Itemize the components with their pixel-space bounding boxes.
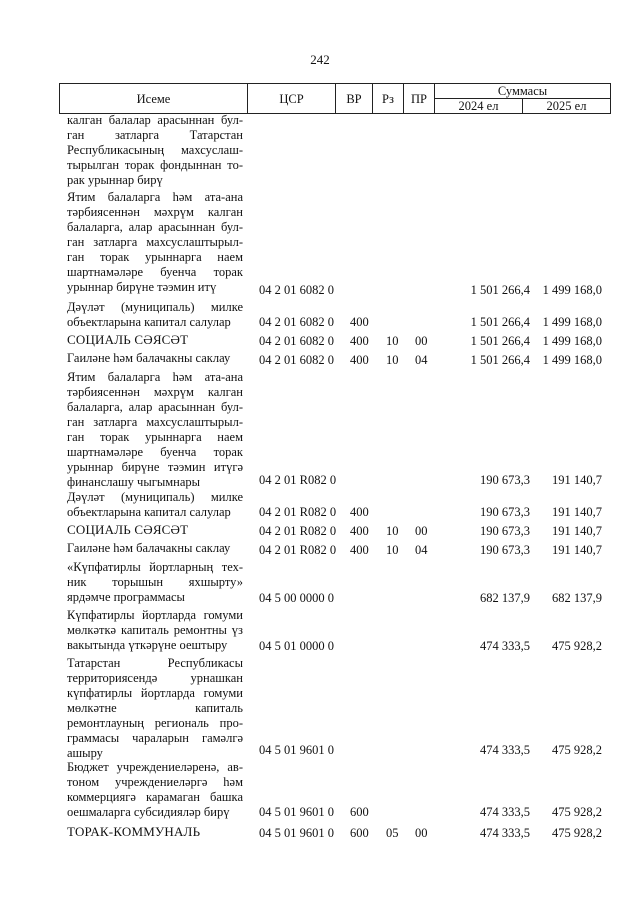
row-2024: 474 333,5: [480, 639, 530, 653]
row-2025: 191 140,7: [552, 543, 602, 557]
table-header: [59, 83, 611, 114]
row-vr: 400: [350, 334, 369, 348]
table-row: [0, 298, 640, 330]
row-name: калган балалар арасыннан булган затларга Татарстан Республикасының махсуслаштырылган торак фондыннан торак урыннар бирү: [67, 113, 243, 187]
row-csr: 04 5 00 0000 0: [259, 591, 334, 605]
row-2024: 1 501 266,4: [470, 315, 530, 329]
row-2025: 191 140,7: [552, 473, 602, 487]
row-csr: 04 2 01 6082 0: [259, 334, 334, 348]
row-2024: 474 333,5: [480, 743, 530, 757]
row-csr: 04 2 01 R082 0: [259, 524, 337, 538]
row-rz: 10: [386, 334, 399, 348]
row-csr: 04 5 01 9601 0: [259, 743, 334, 757]
row-name: «Күпфатирлы йортларның техник торышын яхшырту» ярдәмче программасы: [67, 560, 243, 604]
row-csr: 04 2 01 R082 0: [259, 543, 337, 557]
row-2025: 1 499 168,0: [542, 334, 602, 348]
row-2025: 1 499 168,0: [542, 283, 602, 297]
row-2024: 190 673,3: [480, 473, 530, 487]
row-vr: 400: [350, 315, 369, 329]
row-csr: 04 5 01 9601 0: [259, 805, 334, 819]
row-csr: 04 5 01 9601 0: [259, 826, 334, 840]
table-row: [0, 520, 640, 539]
row-2024: 474 333,5: [480, 826, 530, 840]
row-name: Дәүләт (муниципаль) милке объектларына капитал салулар: [67, 300, 243, 329]
row-vr: 600: [350, 826, 369, 840]
header-pr: ПР: [404, 84, 435, 114]
table-row: [0, 188, 640, 298]
table-row: [0, 654, 640, 758]
row-csr: 04 5 01 0000 0: [259, 639, 334, 653]
row-vr: 400: [350, 543, 369, 557]
row-name: СОЦИАЛЬ СӘЯСӘТ: [67, 332, 189, 347]
row-vr: 400: [350, 505, 369, 519]
row-pr: 00: [415, 826, 428, 840]
row-2024: 474 333,5: [480, 805, 530, 819]
row-csr: 04 2 01 6082 0: [259, 315, 334, 329]
table-row: [0, 330, 640, 349]
table-row: [0, 606, 640, 654]
row-2025: 475 928,2: [552, 826, 602, 840]
row-2024: 190 673,3: [480, 505, 530, 519]
header-vr: ВР: [336, 84, 373, 114]
row-2025: 191 140,7: [552, 505, 602, 519]
header-sums: Суммасы: [435, 84, 611, 99]
header-year-2024: 2024 ел: [435, 99, 523, 114]
header-csr: ЦСР: [248, 84, 336, 114]
row-2024: 1 501 266,4: [470, 334, 530, 348]
row-csr: 04 2 01 6082 0: [259, 353, 334, 367]
table-row: [0, 820, 640, 841]
header-year-2025: 2025 ел: [523, 99, 611, 114]
row-name: ТОРАК-КОММУНАЛЬ: [67, 824, 201, 839]
header-rz: Рз: [373, 84, 404, 114]
row-name: СОЦИАЛЬ СӘЯСӘТ: [67, 522, 189, 537]
table-row: [0, 349, 640, 368]
row-2024: 1 501 266,4: [470, 283, 530, 297]
row-name: Ятим балаларга һәм ата-ана тәрбиясеннән мәхрүм калган балаларга, алар арасыннан булган затларга махсуслаштырылган торак урыннарга наем шартнамәләре буенча торак урыннар бирүне тәэмин итүгә финанслашу чыгымнары: [67, 370, 243, 489]
row-pr: 00: [415, 524, 428, 538]
row-2024: 190 673,3: [480, 543, 530, 557]
row-vr: 400: [350, 524, 369, 538]
row-2024: 682 137,9: [480, 591, 530, 605]
row-2025: 475 928,2: [552, 639, 602, 653]
page-number: 242: [310, 52, 330, 67]
row-vr: 400: [350, 353, 369, 367]
row-pr: 04: [415, 353, 428, 367]
table-row: [0, 539, 640, 558]
row-name: Бюджет учреждениеләренә, автоном учреждениеләргә һәм коммерциягә карамаган башка оешмаларга субсидияләр бирү: [67, 760, 243, 819]
row-rz: 10: [386, 353, 399, 367]
row-2025: 191 140,7: [552, 524, 602, 538]
row-2025: 682 137,9: [552, 591, 602, 605]
row-name: Күпфатирлы йортларда гомуми мөлкәткә капиталь ремонтны үз вакытында үткәрүне оештыру: [67, 608, 243, 652]
row-2024: 190 673,3: [480, 524, 530, 538]
row-pr: 04: [415, 543, 428, 557]
table-row: [0, 758, 640, 820]
row-rz: 10: [386, 524, 399, 538]
row-csr: 04 2 01 R082 0: [259, 473, 337, 487]
row-csr: 04 2 01 6082 0: [259, 283, 334, 297]
table-row: [0, 368, 640, 488]
table-row: [0, 488, 640, 520]
row-pr: 00: [415, 334, 428, 348]
row-csr: 04 2 01 R082 0: [259, 505, 337, 519]
row-2024: 1 501 266,4: [470, 353, 530, 367]
row-name: Гаиләне һәм балачакны саклау: [67, 541, 231, 555]
row-name: Татарстан Республикасы территориясендә урнашкан күпфатирлы йортларда гомуми мөлкәтне капиталь ремонтлауның региональ программасы чараларын гамәлгә ашыру: [67, 656, 243, 760]
row-2025: 475 928,2: [552, 805, 602, 819]
header-name: Исеме: [60, 84, 248, 114]
row-2025: 475 928,2: [552, 743, 602, 757]
row-name: Ятим балаларга һәм ата-ана тәрбиясеннән мәхрүм калган балаларга, алар арасыннан булган затларга махсуслаштырылган торак урыннарга наем шартнамәләре буенча торак урыннар бирүне тәэмин итү: [67, 190, 243, 294]
row-2025: 1 499 168,0: [542, 315, 602, 329]
row-vr: 600: [350, 805, 369, 819]
row-name: Дәүләт (муниципаль) милке объектларына капитал салулар: [67, 490, 243, 519]
row-name: Гаиләне һәм балачакны саклау: [67, 351, 231, 365]
row-2025: 1 499 168,0: [542, 353, 602, 367]
table-row: [0, 113, 640, 188]
table-body: [0, 113, 640, 841]
table-row: [0, 558, 640, 606]
row-rz: 05: [386, 826, 399, 840]
row-rz: 10: [386, 543, 399, 557]
